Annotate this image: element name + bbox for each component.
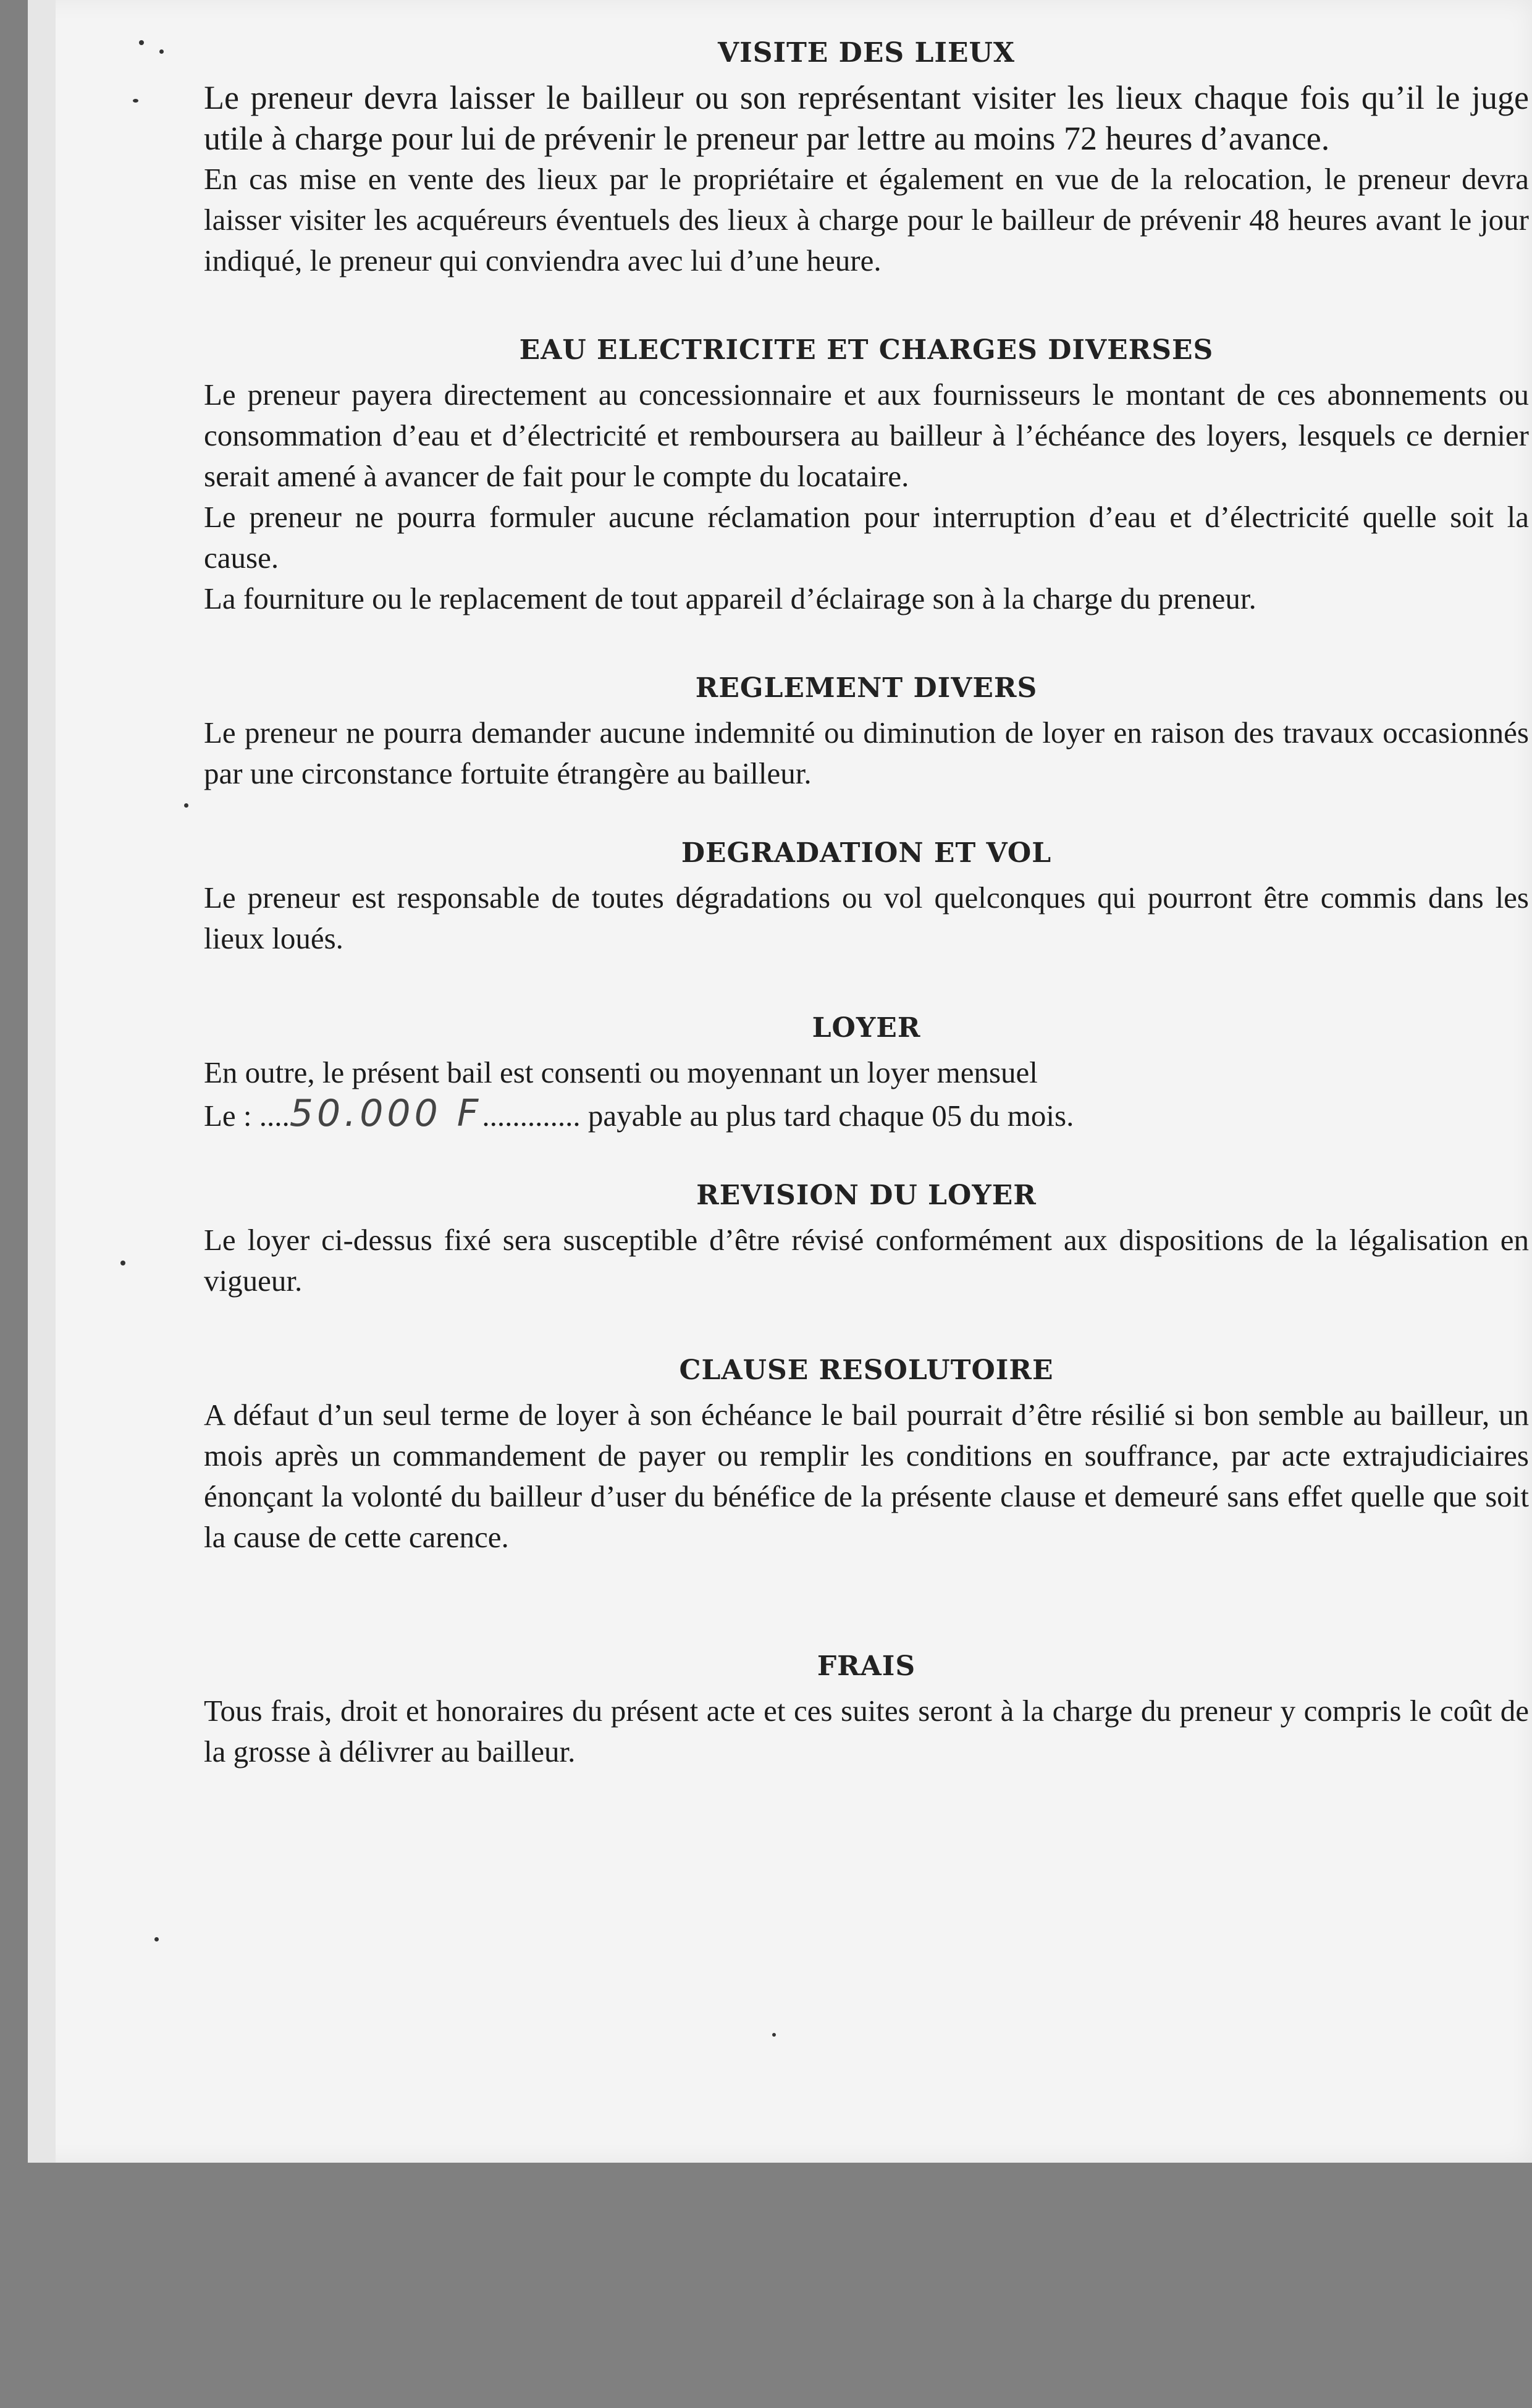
section-eau-electricite (204, 334, 1529, 619)
paragraph: Le preneur devra laisser le bailleur ou son représentant visiter les lieux chaque fois qu’il le juge utile à charge pour lui de prévenir le preneur par lettre au moins 72 heures d’avance. (204, 79, 1529, 157)
section-degradation-et-vol (204, 837, 1529, 959)
section-heading: LOYER (812, 1012, 921, 1044)
scan-speck (120, 1261, 125, 1265)
paragraph: Le preneur payera directement au concessionnaire et aux fournisseurs le montant de ces abonnements ou consommation d’eau et d’électricité et remboursera au bailleur à l’échéance des loyers, lesquels ce dernier serait amené à avancer de fait pour le compte du locataire. (204, 378, 1529, 493)
scan-speck (133, 99, 138, 103)
scan-speck (154, 1937, 159, 1941)
loyer-amount-handwritten: 50.000 F (289, 1092, 482, 1135)
section-heading: EAU ELECTRICITE ET CHARGES DIVERSES (519, 334, 1214, 366)
section-heading: REGLEMENT DIVERS (695, 672, 1038, 704)
section-loyer (204, 1012, 1529, 1136)
paragraph: Le preneur ne pourra demander aucune indemnité ou diminution de loyer en raison des travaux occasionnés par une circonstance fortuite étrangère au bailleur. (204, 716, 1529, 790)
page-left-edge (28, 0, 56, 2163)
scan-speck (159, 49, 164, 54)
section-clause-resolutoire (204, 1354, 1529, 1558)
scan-speck (772, 2033, 776, 2037)
section-visite-des-lieux (204, 37, 1529, 281)
scan-speck (184, 803, 188, 808)
loyer-line-1: En outre, le présent bail est consenti ou moyennant un loyer mensuel (204, 1055, 1038, 1089)
loyer-suffix: ............. payable au plus tard chaque 05 du mois. (482, 1099, 1074, 1133)
paragraph: Tous frais, droit et honoraires du présent acte et ces suites seront à la charge du preneur y compris le coût de la grosse à délivrer au bailleur. (204, 1694, 1529, 1768)
section-heading: FRAIS (817, 1650, 916, 1682)
document-body (204, 37, 1529, 1825)
section-frais (204, 1650, 1529, 1772)
section-reglement-divers (204, 672, 1529, 794)
section-heading: CLAUSE RESOLUTOIRE (679, 1354, 1054, 1386)
section-revision-du-loyer (204, 1180, 1529, 1301)
loyer-prefix: Le : .... (204, 1099, 290, 1133)
paragraph: A défaut d’un seul terme de loyer à son échéance le bail pourrait d’être résilié si bon semble au bailleur, un mois après un commandement de payer ou remplir les conditions en souffrance, par acte extrajudiciaires énonçant la volonté du bailleur d’user du bénéfice de la présente clause et demeuré sans effet quelle que soit la cause de cette carence. (204, 1398, 1529, 1554)
paragraph: En cas mise en vente des lieux par le propriétaire et également en vue de la relocation, le preneur devra laisser visiter les acquéreurs éventuels des lieux à charge pour le bailleur de prévenir 48 heures avant le jour indiqué, le preneur qui conviendra avec lui d’une heure. (204, 162, 1529, 277)
paragraph: La fourniture ou le replacement de tout appareil d’éclairage son à la charge du preneur. (204, 581, 1256, 615)
scan-speck (139, 40, 144, 45)
section-heading: REVISION DU LOYER (696, 1180, 1037, 1211)
loyer-line-2 (204, 1093, 1529, 1136)
paragraph: Le preneur est responsable de toutes dégradations ou vol quelconques qui pourront être commis dans les lieux loués. (204, 881, 1529, 955)
section-heading: DEGRADATION ET VOL (681, 837, 1052, 869)
paragraph: Le preneur ne pourra formuler aucune réclamation pour interruption d’eau et d’électricité quelle soit la cause. (204, 500, 1529, 575)
paragraph: Le loyer ci-dessus fixé sera susceptible d’être révisé conformément aux dispositions de la légalisation en vigueur. (204, 1223, 1529, 1298)
section-heading: VISITE DES LIEUX (717, 37, 1016, 69)
